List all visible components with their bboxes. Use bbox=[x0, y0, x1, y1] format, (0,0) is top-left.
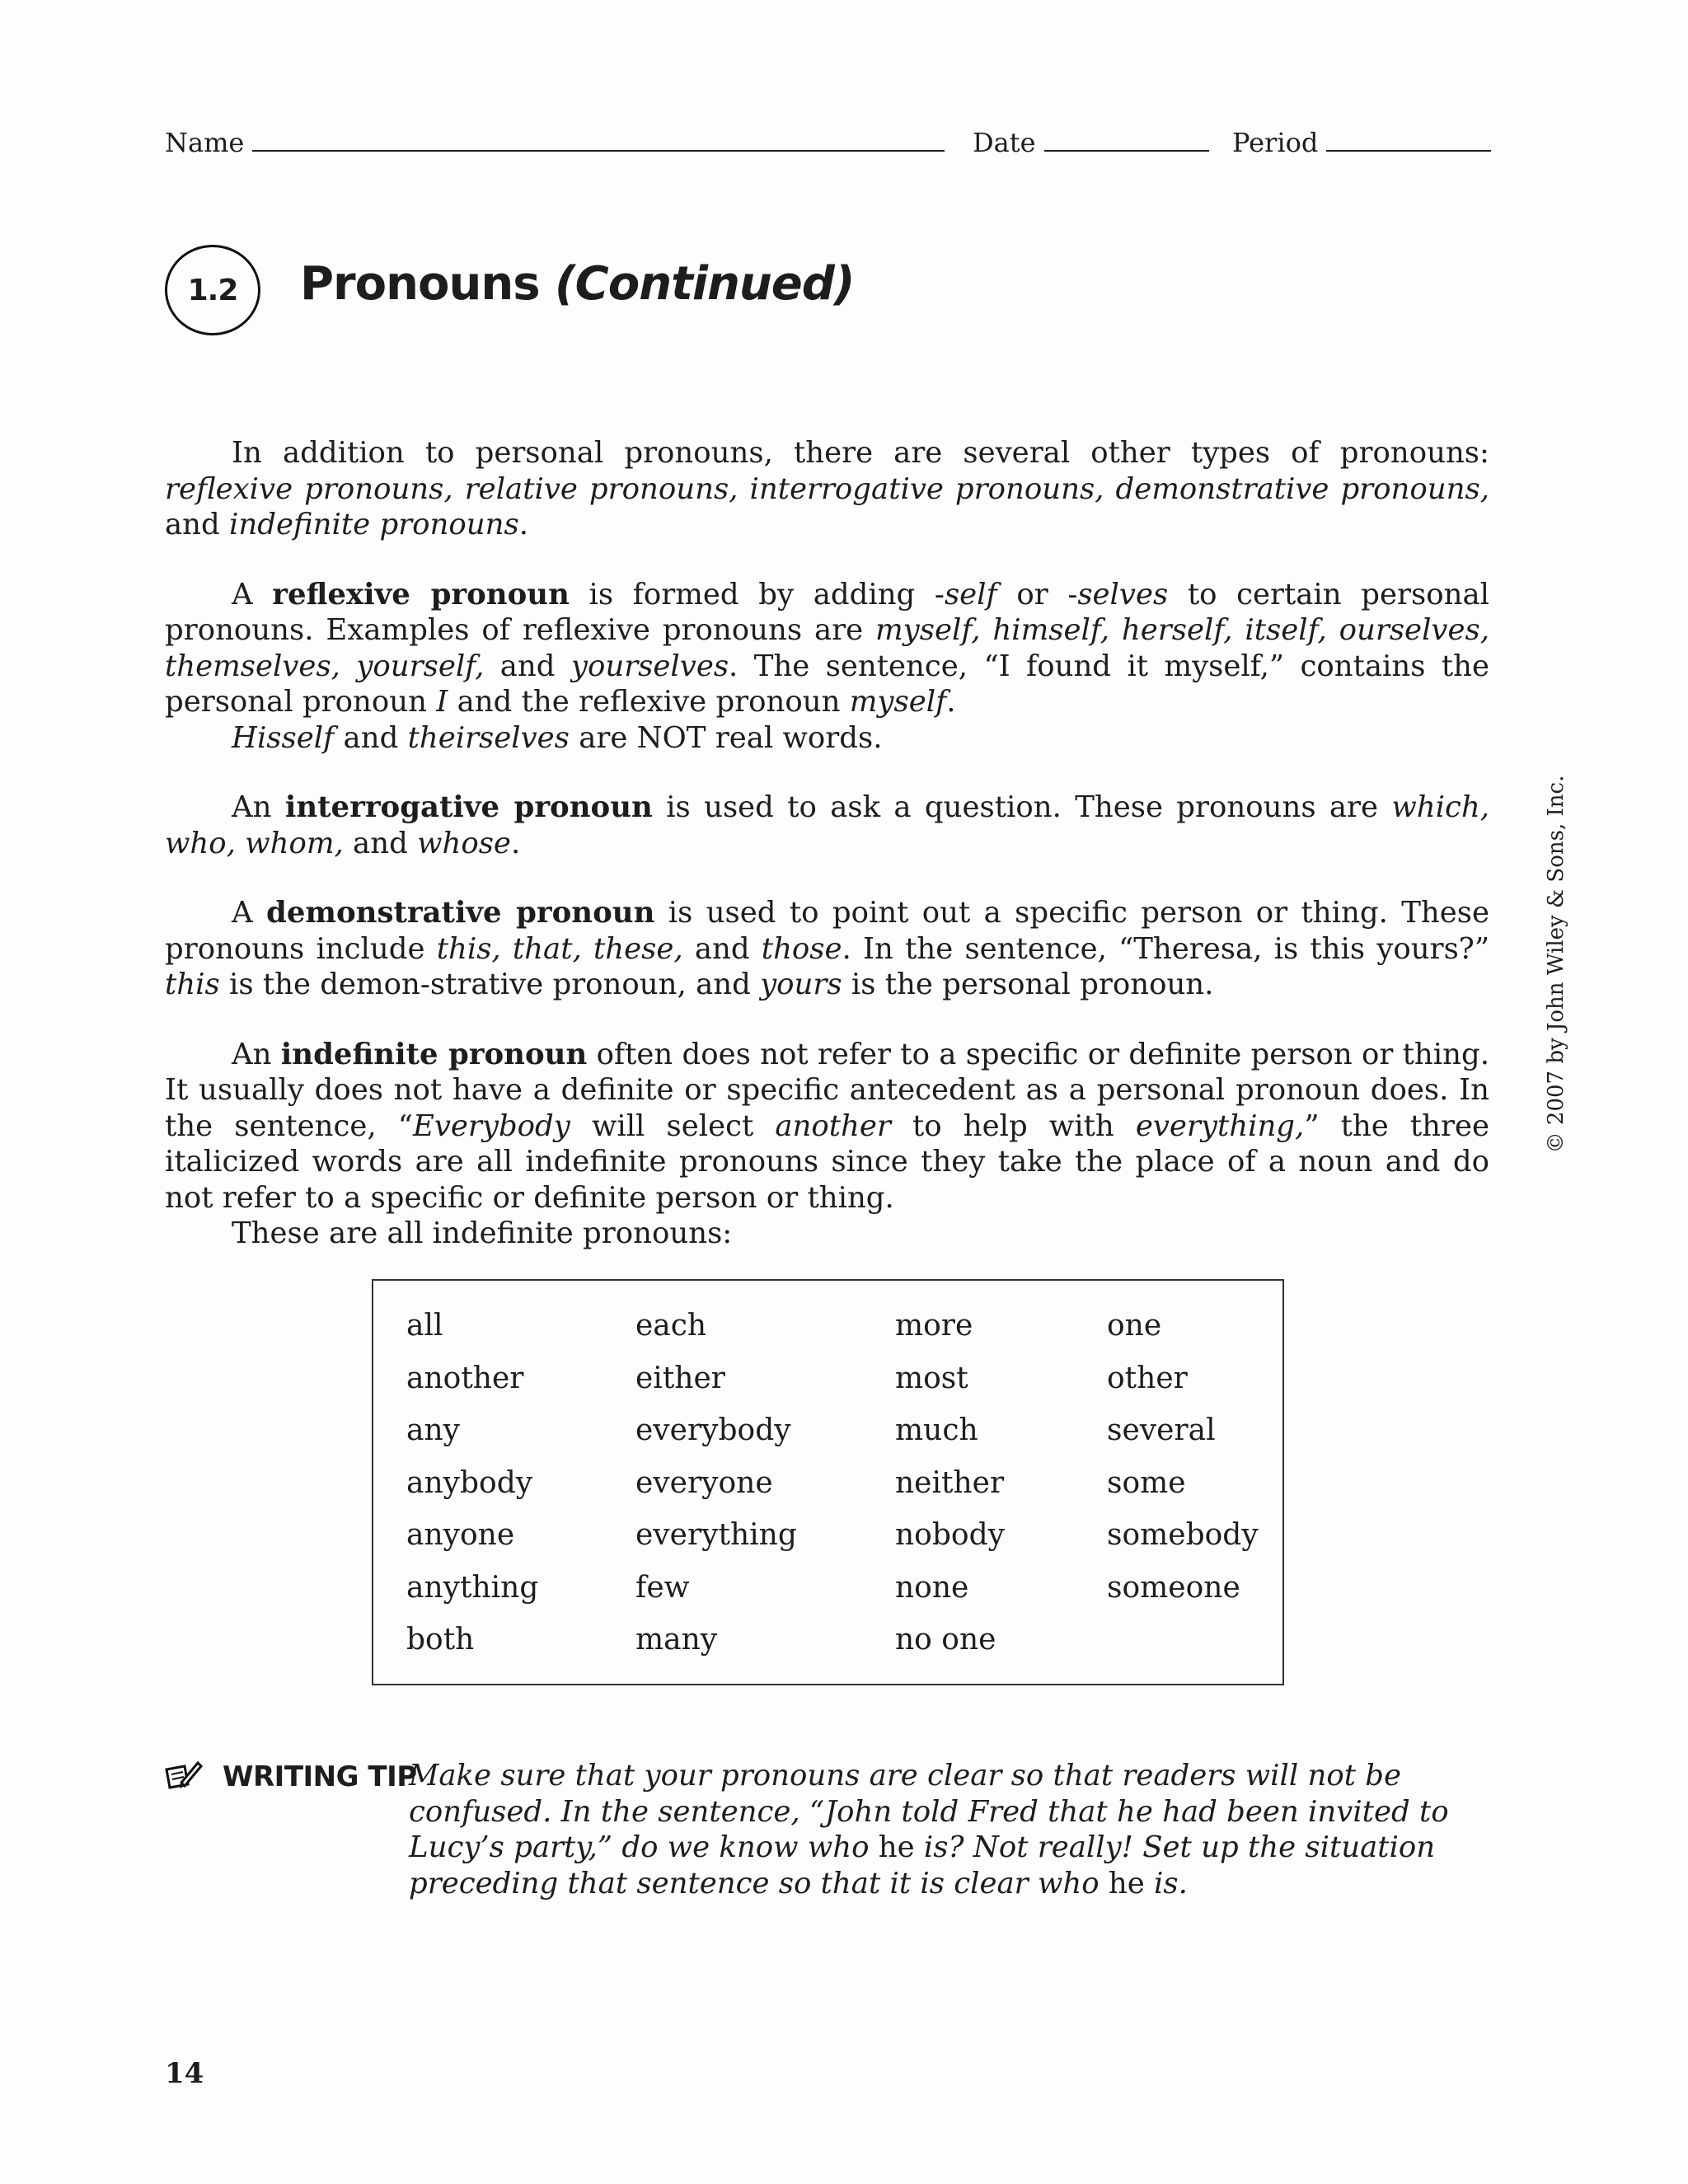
pronoun-cell: no one bbox=[895, 1623, 996, 1657]
pronoun-cell: any bbox=[406, 1413, 460, 1447]
pronoun-cell: somebody bbox=[1107, 1518, 1259, 1552]
pronoun-cell: much bbox=[895, 1413, 978, 1447]
pronoun-cell: nobody bbox=[895, 1518, 1005, 1552]
pencil-paper-icon bbox=[163, 1758, 203, 1791]
pronoun-column-3 bbox=[895, 1305, 1107, 1672]
page-title bbox=[300, 257, 854, 311]
pronoun-cell: everyone bbox=[635, 1465, 773, 1500]
pronoun-cell: both bbox=[406, 1623, 475, 1657]
term-reflexive: reflexive pronoun bbox=[272, 577, 570, 612]
interrogative-paragraph: An interrogative pronoun is used to ask a question. These pronouns are which, who, whom, and whose. bbox=[165, 790, 1489, 860]
pronoun-cell: neither bbox=[895, 1465, 1005, 1500]
pronoun-cell: everybody bbox=[635, 1413, 791, 1447]
period-label: Period bbox=[1232, 127, 1319, 158]
demonstrative-paragraph: A demonstrative pronoun is used to point out a specific person or thing. These pronouns include this, that, these, and those. In the sentence, “Theresa, is this yours?” this is the demon-strative pronoun, and yours is the personal pronoun. bbox=[165, 896, 1489, 1001]
pronoun-cell: few bbox=[635, 1570, 690, 1605]
term-interrogative: interrogative pronoun bbox=[284, 790, 653, 824]
pronoun-cell: most bbox=[895, 1361, 968, 1395]
page-number: 14 bbox=[165, 2057, 204, 2090]
indefinite-paragraph: An indefinite pronoun often does not refer to a specific or definite person or thing. It usually does not have a definite or specific antecedent as a personal pronoun does. In the sentence, “Everybody will select another to help with everything,” the three italicized words are all indefinite pronouns since they take the place of a noun and do not refer to a specific or definite person or thing. bbox=[165, 1037, 1489, 1215]
pronoun-cell: anyone bbox=[406, 1518, 515, 1552]
pronoun-cell: anything bbox=[406, 1570, 539, 1605]
lesson-number-badge bbox=[165, 245, 260, 335]
hisself-note: Hisself and theirselves are NOT real words. bbox=[232, 720, 883, 755]
period-line[interactable] bbox=[1326, 150, 1491, 152]
intro-paragraph: In addition to personal pronouns, there are several other types of pronouns: reflexive pronouns, relative pronouns, interrogative pronouns, demonstrative pronouns, and indefinite pronouns. bbox=[165, 436, 1489, 541]
writing-tip-text: Make sure that your pronouns are clear so that readers will not be confused. In the sentence, “John told Fred that he had been invited to Lucy’s party,” do we know who he is? Not really! Set up the situation preceding that sentence so that it is clear who he is. bbox=[409, 1759, 1449, 1900]
pronoun-cell: none bbox=[895, 1570, 969, 1605]
pronoun-column-2 bbox=[635, 1305, 895, 1672]
pronoun-cell: one bbox=[1107, 1309, 1162, 1343]
pronoun-cell: either bbox=[635, 1361, 725, 1395]
copyright-notice: © 2007 by John Wiley & Sons, Inc. bbox=[1544, 775, 1568, 1154]
title-suffix: (Continued) bbox=[555, 257, 855, 311]
writing-tip-label: WRITING TIP bbox=[223, 1760, 417, 1793]
name-field[interactable] bbox=[165, 124, 945, 158]
pronoun-cell: all bbox=[406, 1309, 443, 1343]
list-intro: These are all indefinite pronouns: bbox=[232, 1216, 733, 1250]
pronoun-cell: everything bbox=[635, 1518, 797, 1552]
name-label: Name bbox=[165, 127, 245, 158]
pronoun-cell: anybody bbox=[406, 1465, 533, 1500]
name-line[interactable] bbox=[252, 150, 945, 152]
date-label: Date bbox=[973, 127, 1036, 158]
date-line[interactable] bbox=[1044, 150, 1209, 152]
term-demonstrative: demonstrative pronoun bbox=[266, 896, 655, 930]
lesson-number: 1.2 bbox=[187, 273, 238, 307]
pronoun-cell: someone bbox=[1107, 1570, 1240, 1605]
title-main: Pronouns bbox=[300, 257, 540, 311]
pronoun-cell: some bbox=[1107, 1465, 1186, 1500]
period-field[interactable] bbox=[1232, 124, 1491, 158]
pronoun-cell: each bbox=[635, 1309, 707, 1343]
indefinite-pronoun-table bbox=[372, 1279, 1284, 1685]
reflexive-paragraph: A reflexive pronoun is formed by adding -self or -selves to certain personal pronouns. Examples of reflexive pronouns are myself, himself, herself, itself, ourselves, themselves, yourself, and yourselves. The sentence, “I found it myself,” contains the personal pronoun I and the reflexive pronoun myself. bbox=[165, 577, 1489, 719]
pronoun-cell: more bbox=[895, 1309, 973, 1343]
pronoun-cell: several bbox=[1107, 1413, 1216, 1447]
pronoun-cell: another bbox=[406, 1361, 524, 1395]
term-indefinite: indefinite pronoun bbox=[280, 1037, 588, 1071]
pronoun-column-4 bbox=[1107, 1305, 1264, 1672]
pronoun-column-1 bbox=[406, 1305, 635, 1672]
pronoun-cell: other bbox=[1107, 1361, 1188, 1395]
date-field[interactable] bbox=[973, 124, 1209, 158]
body-text bbox=[165, 435, 1489, 1286]
pronoun-cell: many bbox=[635, 1623, 718, 1657]
